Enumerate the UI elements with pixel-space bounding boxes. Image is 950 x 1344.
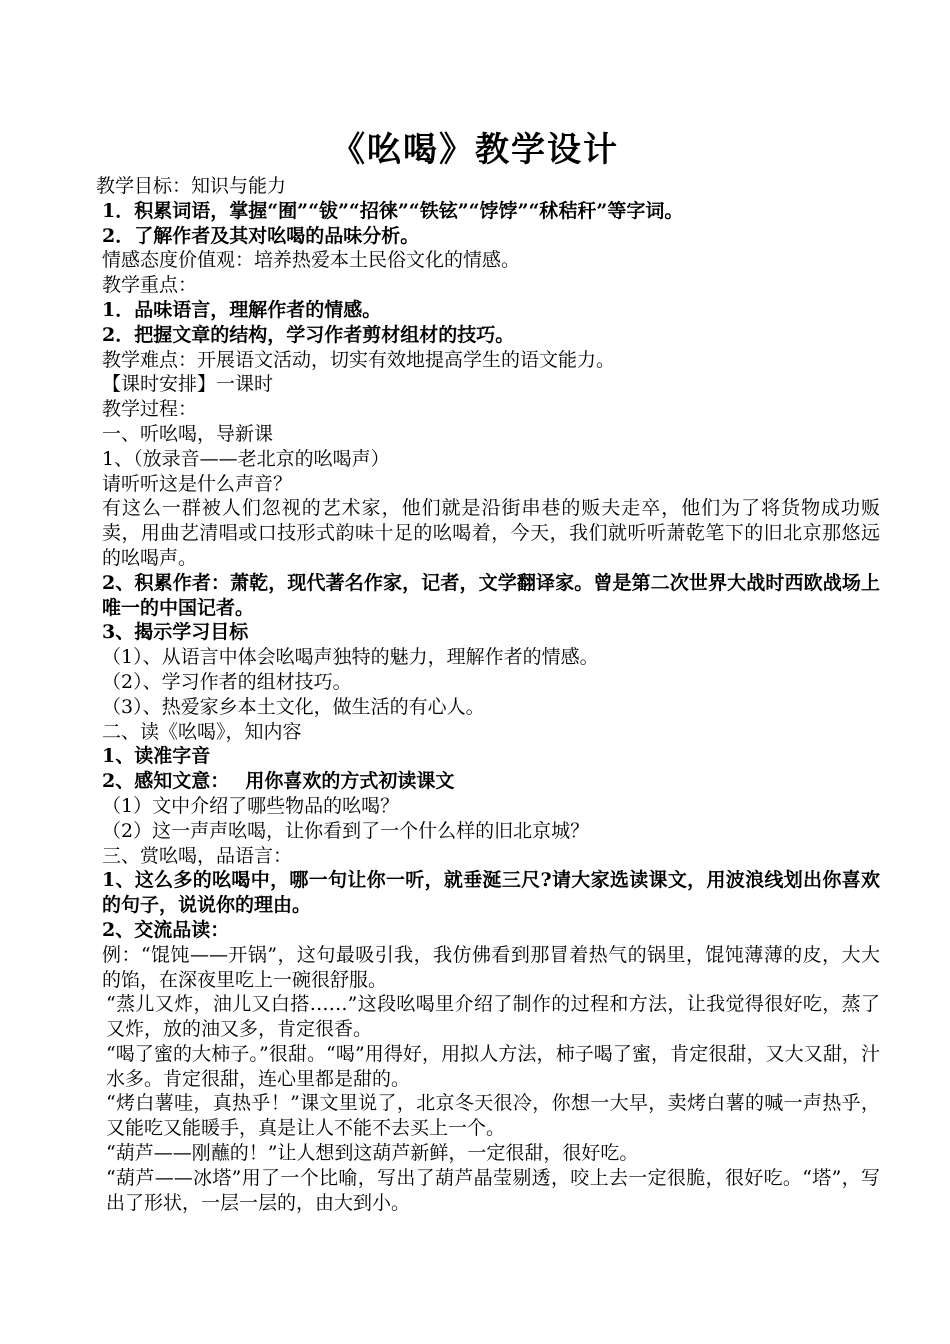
list-item: （1）文中介绍了哪些物品的吆喝？	[102, 794, 400, 817]
objective-item: 1．积累词语，掌握“囿”“钹”“招徕”“铁铉”“饽饽”“秫秸秆”等字词。	[102, 199, 684, 222]
list-item: 2、交流品读：	[102, 918, 230, 941]
process-heading: 教学过程：	[102, 398, 198, 421]
list-item: 1、（放录音——老北京的吆喝声）	[102, 447, 390, 470]
emotion-goal: 情感态度价值观：培养热爱本土民俗文化的情感。	[102, 249, 521, 272]
question-text: 请听听这是什么声音？	[102, 472, 293, 495]
key-point-item: 1．品味语言，理解作者的情感。	[102, 298, 382, 321]
paragraph: 2、积累作者：萧乾，现代著名作家，记者，文学翻译家。曾是第二次世界大战时西欧战场上唯一的中国记者。	[102, 571, 880, 619]
list-item: （2）、学习作者的组材技巧。	[102, 670, 352, 693]
key-points-heading: 教学重点：	[102, 274, 198, 297]
list-item: 2、感知文意： 用你喜欢的方式初读课文	[102, 770, 455, 793]
section-heading: 三、赏吆喝，品语言：	[102, 844, 293, 867]
paragraph: “喝了蜜的大柿子。”很甜。“喝”用得好，用拟人方法，柿子喝了蜜，肯定很甜，又大又甜，汁水多。肯定很甜，连心里都是甜的。	[106, 1042, 880, 1090]
list-item: 3、揭示学习目标	[102, 621, 249, 644]
section-heading: 一、听吆喝，导新课	[102, 422, 274, 445]
paragraph: “蒸儿又炸，油儿又白搭……”这段吆喝里介绍了制作的过程和方法，让我觉得很好吃，蒸了又炸，放的油又多，肯定很香。	[106, 993, 880, 1041]
section-heading: 二、读《吆喝》，知内容	[102, 720, 302, 743]
paragraph: 有这么一群被人们忽视的艺术家，他们就是沿街串巷的贩夫走卒，他们为了将货物成功贩卖，用曲艺清唱或口技形式韵味十足的吆喝着，今天，我们就听听萧乾笔下的旧北京那悠远的吆喝声。	[102, 497, 880, 569]
list-item: 1、读准字音	[102, 745, 211, 768]
list-item: （1）、从语言中体会吆喝声独特的魅力，理解作者的情感。	[102, 646, 599, 669]
objective-item: 2．了解作者及其对吆喝的品味分析。	[102, 224, 420, 247]
document-body	[58, 174, 880, 1215]
paragraph: 例：“馄饨——开锅”，这句最吸引我，我仿佛看到那冒着热气的锅里，馄饨薄薄的皮，大大的馅，在深夜里吃上一碗很舒服。	[102, 943, 880, 991]
objectives-heading: 教学目标：知识与能力	[96, 175, 287, 197]
paragraph: “葫芦——刚蘸的！”让人想到这葫芦新鲜，一定很甜，很好吃。	[106, 1142, 639, 1165]
paragraph: “烤白薯哇，真热乎！”课文里说了，北京冬天很冷，你想一大早，卖烤白薯的喊一声热乎，又能吃又能暖手，真是让人不能不去买上一个。	[106, 1092, 880, 1140]
list-item: （3）、热爱家乡本土文化，做生活的有心人。	[102, 695, 485, 718]
document-title: 《吆喝》教学设计	[331, 130, 619, 170]
paragraph: “葫芦——冰塔”用了一个比喻，写出了葫芦晶莹剔透，咬上去一定很脆，很好吃。“塔”，写出了形状，一层一层的，由大到小。	[106, 1166, 880, 1214]
schedule: 【课时安排】一课时	[102, 373, 274, 396]
difficulty: 教学难点：开展语文活动，切实有效地提高学生的语文能力。	[102, 348, 616, 371]
list-item: （2）这一声声吆喝，让你看到了一个什么样的旧北京城？	[102, 819, 590, 842]
paragraph: 1、这么多的吆喝中，哪一句让你一听，就垂涎三尺?请大家选读课文，用波浪线划出你喜欢的句子，说说你的理由。	[102, 869, 880, 917]
key-point-item: 2．把握文章的结构，学习作者剪材组材的技巧。	[102, 323, 515, 346]
